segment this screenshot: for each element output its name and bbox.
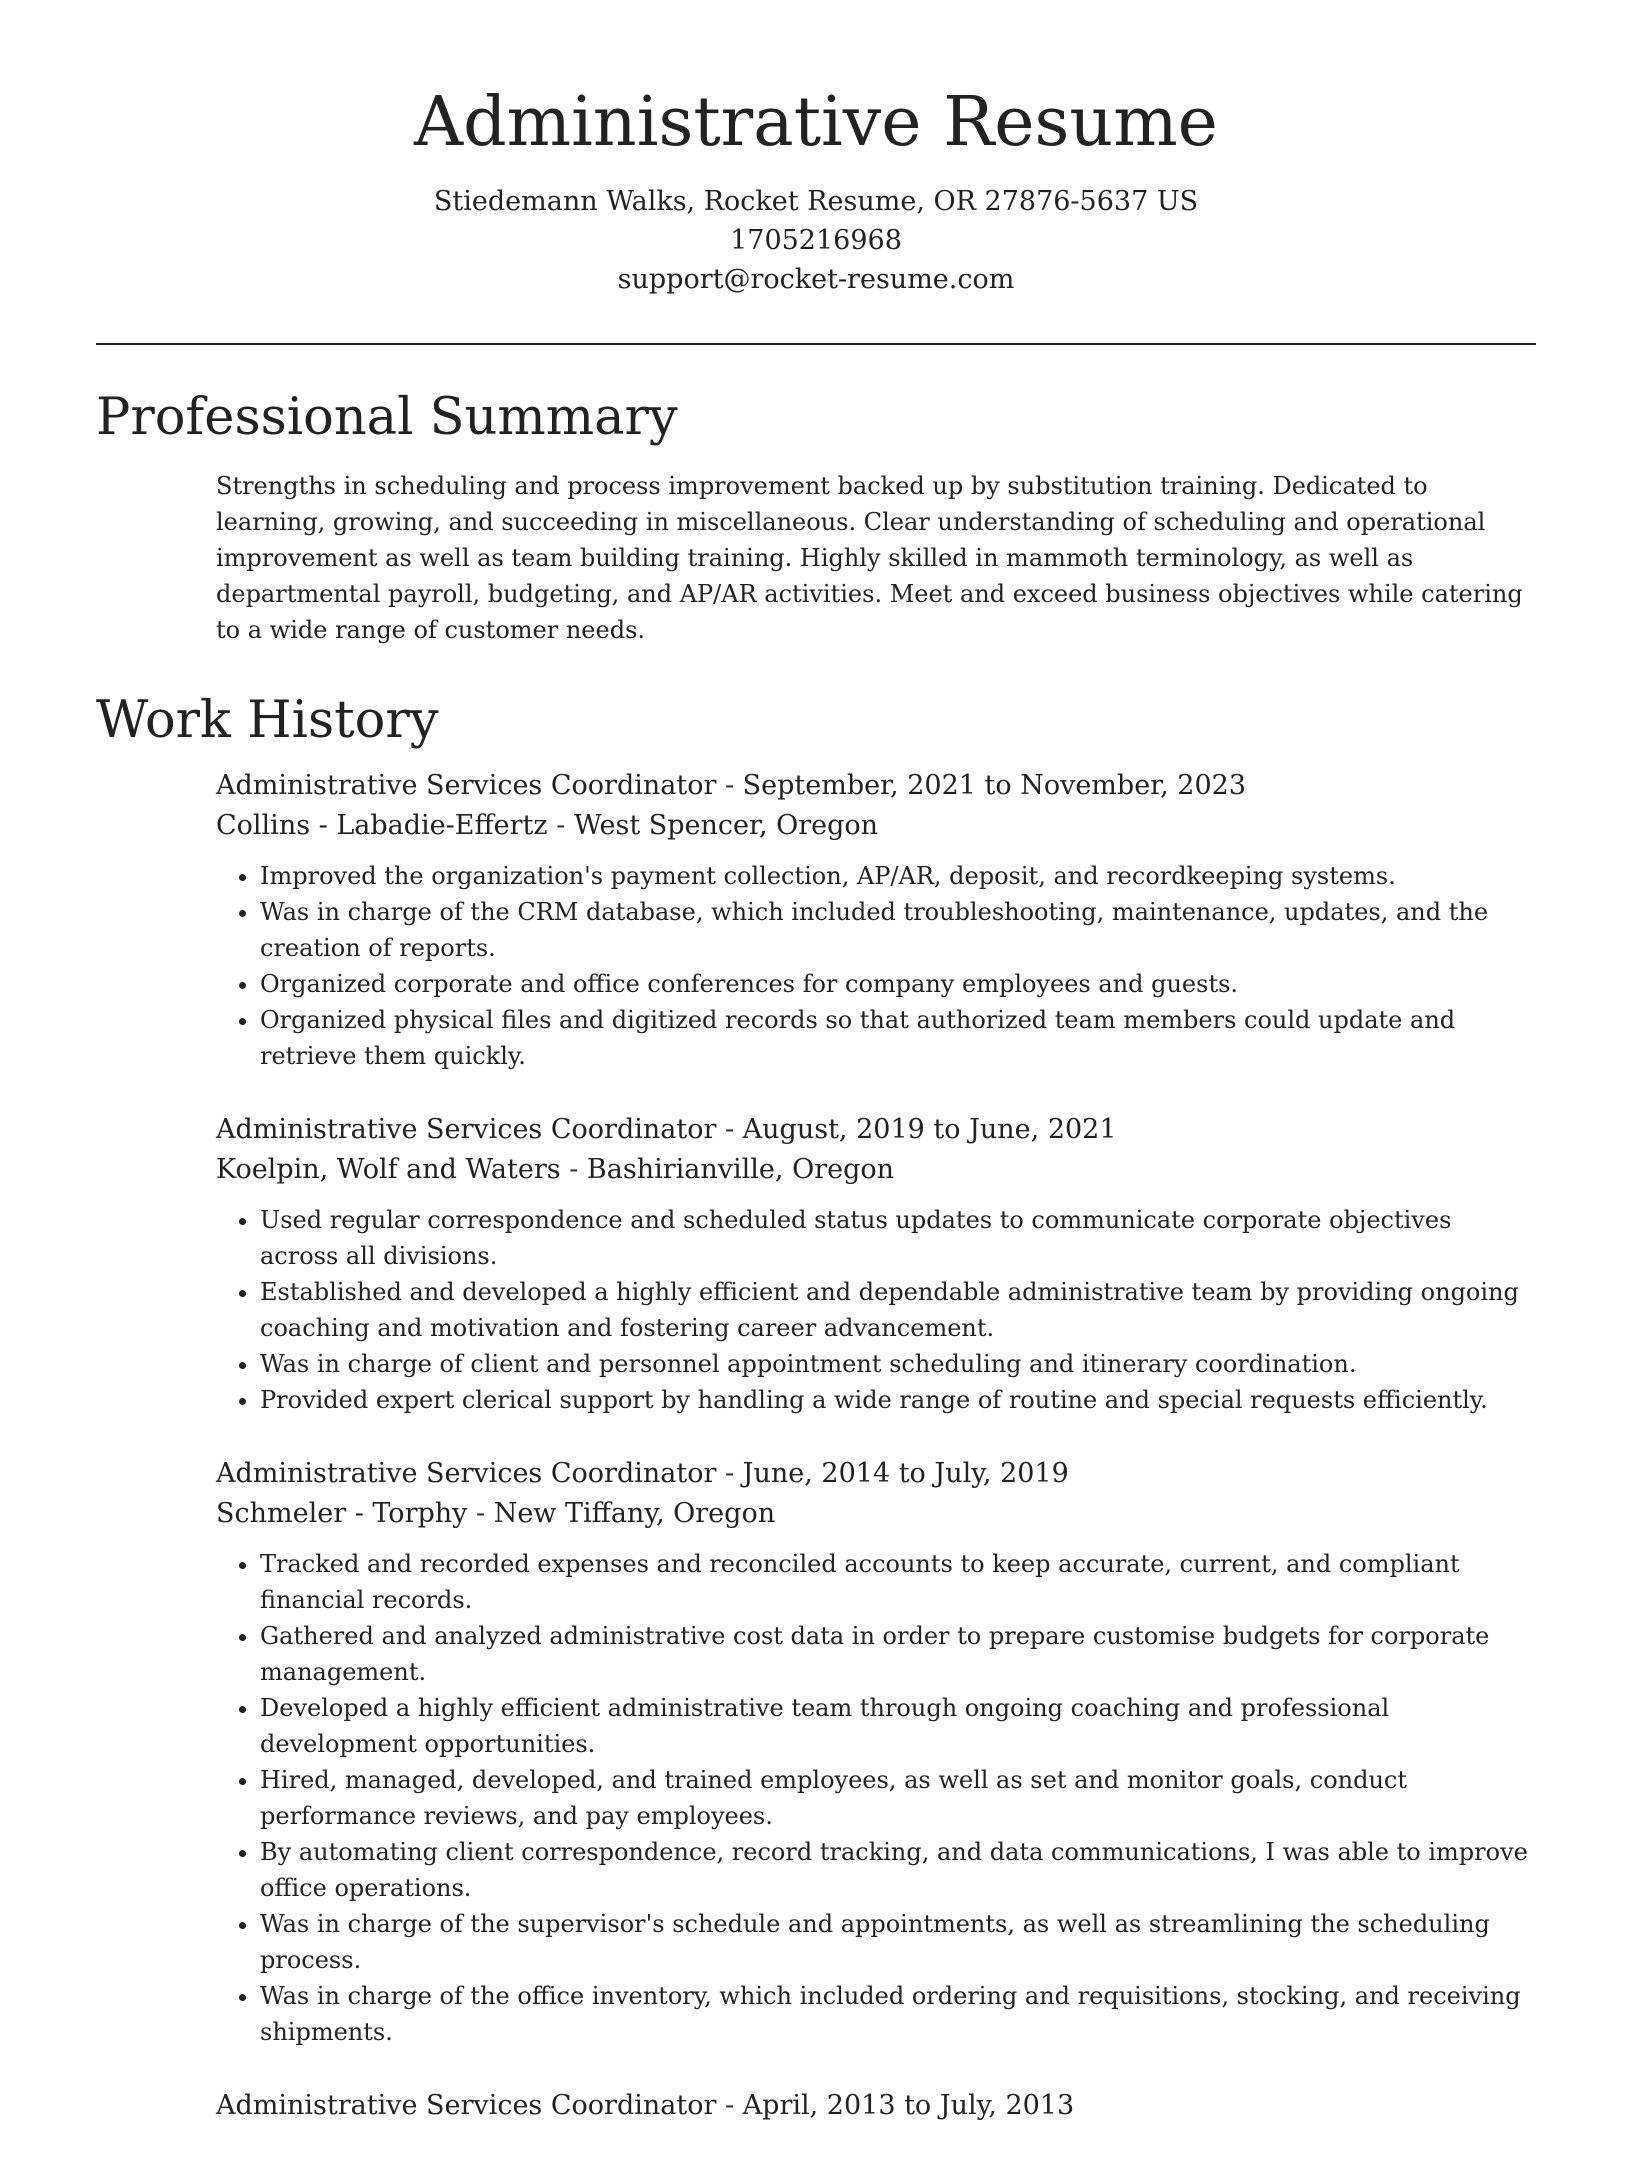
summary-text: Strengths in scheduling and process improvement backed up by substitution training. Dedicated to learning, growing, and succeeding in miscellaneous. Clear understanding of scheduling and operational improvement as well as team building training. Highly skilled in mammoth terminology, as well as departmental payroll, budgeting, and AP/AR activities. Meet and exceed business objectives while catering to a wide range of customer needs. [216,472,1523,645]
job-company: Schmeler - Torphy [216,1497,468,1529]
job-bullet: • Was in charge of the supervisor's schedule and appointments, as well as streamlining the scheduling process. [260,1906,1536,1978]
job-dates: September, 2021 to November, 2023 [742,769,1246,801]
job-dates: June, 2014 to July, 2019 [742,1457,1069,1489]
job-bullet: • Developed a highly efficient administrative team through ongoing coaching and professional development opportunities. [260,1690,1536,1762]
job-separator: - [716,1457,743,1489]
job-title-line [216,1110,1536,1150]
job-title: Administrative Services Coordinator [216,1457,717,1489]
contact-email: support@rocket-resume.com [617,264,1015,296]
job-dates: August, 2019 to June, 2021 [742,1113,1117,1145]
job-separator: - [467,1497,494,1529]
job-title-line [216,766,1536,806]
job-bullet-list [216,858,1536,1074]
job-bullet: • Hired, managed, developed, and trained employees, as well as set and monitor goals, conduct performance reviews, and pay employees. [260,1762,1536,1834]
summary-title: Professional Summary [96,388,678,448]
job-separator: - [716,769,743,801]
job-company-line [216,1150,1536,1190]
job-separator: - [716,1113,743,1145]
job-title-line [216,1454,1536,1494]
job-bullet: • Used regular correspondence and scheduled status updates to communicate corporate objectives across all divisions. [260,1202,1536,1274]
job-bullet: • Was in charge of the CRM database, which included troubleshooting, maintenance, updates, and the creation of reports. [260,894,1536,966]
job-bullet-list [216,1546,1536,2050]
job-entry [216,766,1536,1074]
job-location: West Spencer, Oregon [573,809,879,841]
job-company: Collins - Labadie-Effertz [216,809,548,841]
job-location: New Tiffany, Oregon [493,1497,776,1529]
job-bullet: • By automating client correspondence, record tracking, and data communications, I was able to improve office operations. [260,1834,1536,1906]
job-location: Bashirianville, Oregon [586,1153,895,1185]
contact-block [96,182,1536,299]
job-separator: - [547,809,574,841]
resume-page [96,0,1536,2162]
job-bullet-list [216,1202,1536,1418]
job-bullet: • Was in charge of client and personnel appointment scheduling and itinerary coordination. [260,1346,1536,1382]
job-title: Administrative Services Coordinator [216,1113,717,1145]
job-company-line [216,806,1536,846]
header-divider [96,343,1536,345]
job-bullet: • Established and developed a highly efficient and dependable administrative team by providing ongoing coaching and motivation and fostering career advancement. [260,1274,1536,1346]
job-bullet: • Provided expert clerical support by handling a wide range of routine and special requests efficiently. [260,1382,1536,1418]
job-title-line [216,2086,1536,2126]
resume-name: Administrative Resume [414,83,1218,162]
job-title: Administrative Services Coordinator [216,2089,717,2121]
job-company: Koelpin, Wolf and Waters [216,1153,561,1185]
job-company-line [216,1494,1536,1534]
contact-address: Stiedemann Walks, Rocket Resume, OR 27876-5637 US [433,186,1199,218]
job-entry [216,1454,1536,2050]
job-entry [216,2086,1536,2126]
job-title: Administrative Services Coordinator [216,769,717,801]
job-separator: - [560,1153,587,1185]
job-separator: - [716,2089,743,2121]
job-entry [216,1110,1536,1418]
job-bullet: • Was in charge of the office inventory, which included ordering and requisitions, stocking, and receiving shipments. [260,1978,1536,2050]
resume-header [96,0,1536,299]
job-dates: April, 2013 to July, 2013 [742,2089,1075,2121]
job-bullet: • Improved the organization's payment collection, AP/AR, deposit, and recordkeeping systems. [260,858,1536,894]
work-history-title: Work History [96,691,439,751]
job-bullet: • Organized physical files and digitized records so that authorized team members could update and retrieve them quickly. [260,1002,1536,1074]
job-bullet: • Gathered and analyzed administrative cost data in order to prepare customise budgets for corporate management. [260,1618,1536,1690]
job-bullet: • Organized corporate and office conferences for company employees and guests. [260,966,1536,1002]
job-bullet: • Tracked and recorded expenses and reconciled accounts to keep accurate, current, and compliant financial records. [260,1546,1536,1618]
work-history-list [96,766,1536,2126]
contact-phone: 1705216968 [730,225,902,257]
